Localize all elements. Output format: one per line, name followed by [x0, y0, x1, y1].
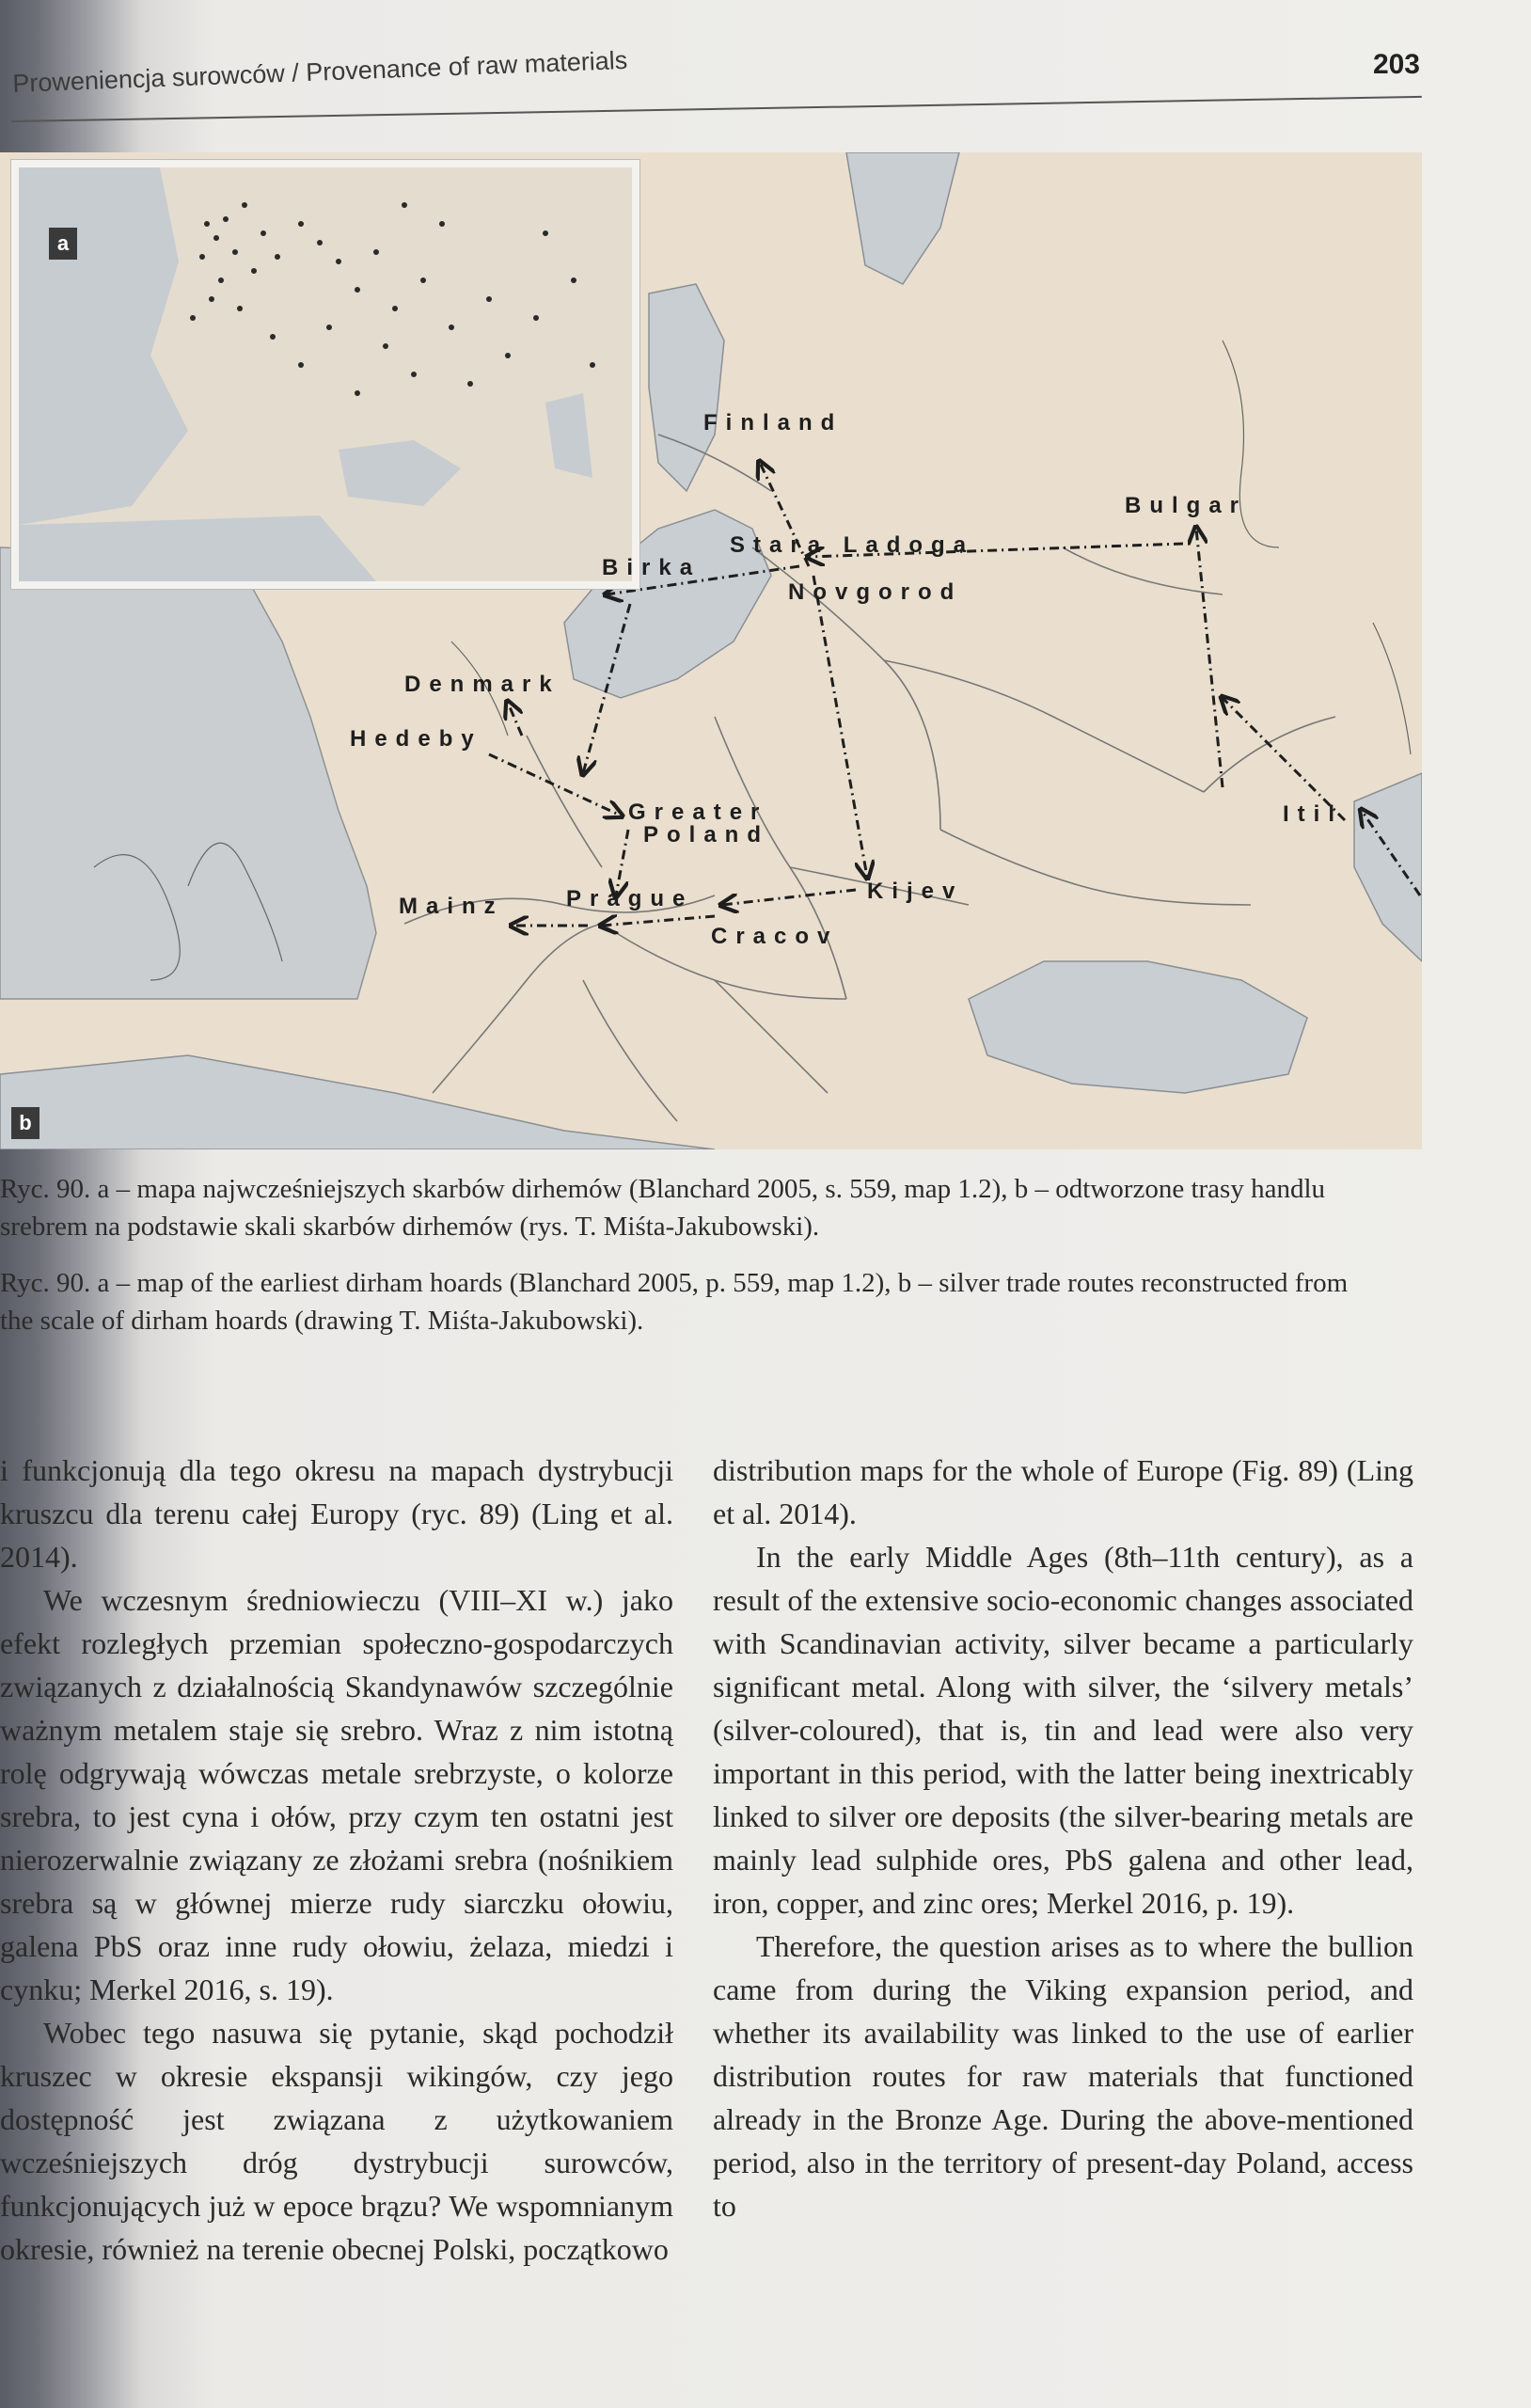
label-bulgar: Bulgar: [1125, 493, 1248, 518]
paragraph-pl-3: Wobec tego nasuwa się pytanie, skąd pochodził kruszec w okresie ekspansji wikingów, czy jego dostępność jest związana z użytkowaniem wcześniejszych dróg dystrybucji surowców, funkcjonujących już w epoce brązu? We wspomnianym okresie, również na terenie obecnej Polski, początkowo: [0, 2016, 673, 2266]
label-greater: Greater: [628, 800, 768, 825]
paragraph-pl-1: i funkcjonują dla tego okresu na mapach dystrybucji kruszcu dla terenu całej Europy (ryc. 89) (Ling et al. 2014).: [0, 1453, 673, 1574]
label-cracov: Cracov: [711, 924, 839, 949]
inset-map-svg: [19, 167, 632, 581]
label-novgorod: Novgorod: [788, 579, 963, 605]
page-number: 203: [1372, 49, 1420, 80]
caspian-sea: [1354, 773, 1422, 961]
label-prague: Prague: [566, 886, 694, 911]
north-sea: [0, 547, 376, 999]
label-birka: Birka: [602, 555, 702, 580]
label-hedeby: Hedeby: [350, 726, 482, 752]
paragraph-pl-2: We wczesnym średniowieczu (VIII–XI w.) jako efekt rozległych przemian społeczno-gospodarczych związanych z działalnością Skandynawów szczególnie ważnym metalem staje się srebro. Wraz z nim istotną rolę odgrywają wówczas metale srebrzyste, o kolorze srebra, to jest cyna i ołów, przy czym ten ostatni jest nierozerwalnie związany ze złożami srebra (nośnikiem srebra są w głównej mierze rudy siarczku ołowiu, galena PbS oraz inne rudy ołowiu, żelaza, miedzi i cynku; Merkel 2016, s. 19).: [0, 1583, 673, 2006]
white-sea: [846, 152, 959, 284]
label-kijev: Kijev: [867, 879, 964, 904]
label-mainz: Mainz: [399, 894, 504, 919]
figure-map: [0, 152, 1422, 1149]
running-head: Proweniencja surowców / Provenance of raw materials: [11, 45, 628, 99]
mediterranean: [0, 1055, 715, 1149]
column-polish: [0, 1449, 673, 2271]
panel-label-b: b: [11, 1107, 39, 1139]
paragraph-en-1: distribution maps for the whole of Europe (Fig. 89) (Ling et al. 2014).: [713, 1453, 1413, 1530]
label-stara-ladoga: Stara Ladoga: [730, 532, 975, 558]
label-poland: Poland: [643, 822, 770, 848]
label-finland: Finland: [703, 410, 844, 436]
route-novgorod-kijev: [813, 576, 867, 877]
route-cracov-prague: [602, 916, 715, 926]
inset-map-a: [11, 160, 639, 589]
caption-polish: Ryc. 90. a – mapa najwcześniejszych skarbów dirhemów (Blanchard 2005, s. 559, map 1.2), b – odtworzone trasy handlu srebrem na podstawie skali skarbów dirhemów (rys. T. Miśta-Jakubowski).: [0, 1174, 1326, 1242]
column-english: [713, 1449, 1413, 2227]
route-itil-bulgar: [1196, 529, 1223, 787]
label-itil: Itil: [1283, 801, 1343, 827]
route-denmark-poland: [489, 754, 621, 816]
header-rule: [11, 96, 1422, 122]
route-hedeby-denmark: [508, 703, 522, 736]
black-sea: [969, 961, 1307, 1093]
paragraph-en-3: Therefore, the question arises as to where the bullion came from during the Viking expansion period, and whether its availability was linked to the use of earlier distribution routes for raw materials that functioned already in the Bronze Age. During the above-mentioned period, also in the territory of present-day Poland, access to: [713, 1929, 1413, 2223]
gulf-of-bothnia: [649, 284, 724, 491]
route-kijev-cracov: [722, 890, 856, 905]
caption-english: Ryc. 90. a – map of the earliest dirham hoards (Blanchard 2005, p. 559, map 1.2), b – silver trade routes reconstructed from the scale of dirham hoards (drawing T. Miśta-Jakubowski).: [0, 1268, 1349, 1336]
paragraph-en-2: In the early Middle Ages (8th–11th century), as a result of the extensive socio-economic changes associated with Scandinavian activity, silver became a particularly significant metal. Along with silver, the ‘silvery metals’ (silver-coloured), that is, tin and lead were also very important in this period, with the latter being inextricably linked to silver ore deposits (the silver-bearing metals are mainly lead sulphide ores, PbS galena and other lead, iron, copper, and zinc ores; Merkel 2016, p. 19).: [713, 1540, 1413, 1920]
panel-label-a: a: [49, 228, 77, 260]
label-denmark: Denmark: [404, 672, 560, 697]
inset-mediterranean: [19, 515, 376, 581]
